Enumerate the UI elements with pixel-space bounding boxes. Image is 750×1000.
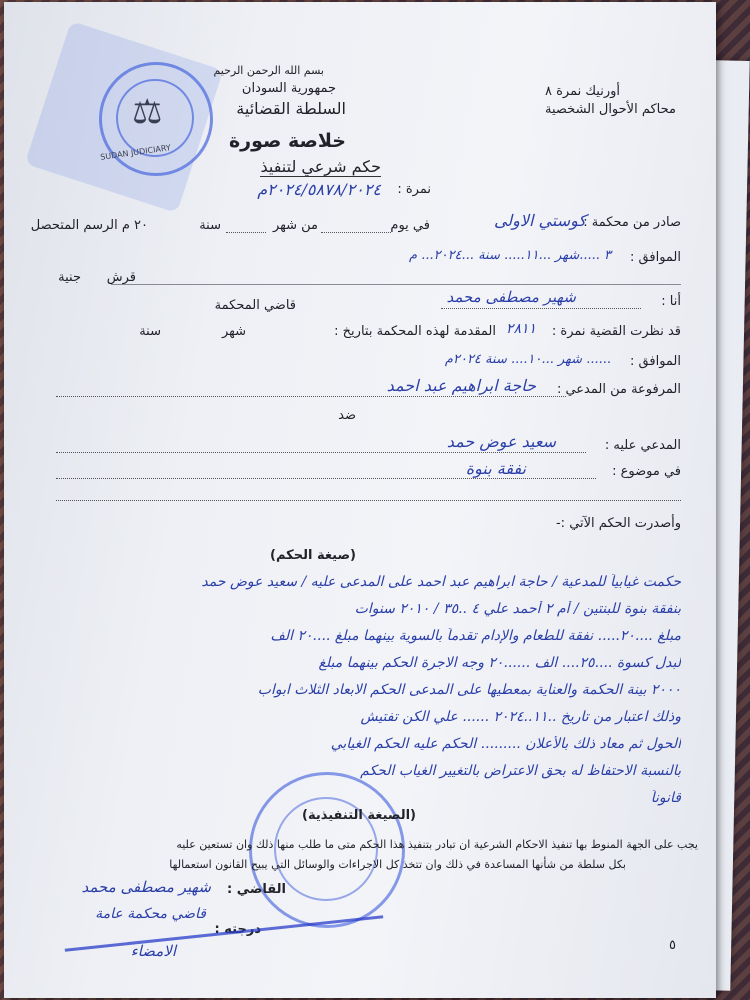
rank-value: قاضي محكمة عامة (95, 906, 206, 922)
document-subtitle: حكم شرعي لتنفيذ (260, 157, 381, 176)
ruling-line: بنفقة بنوة للبنتين / أم ٢ أحمد علي ٤ ..٣٥ / ٢٠١٠ سنوات (354, 601, 681, 617)
ruling-line: وذلك اعتبار من تاريخ ..١١..٢٠٢٤ ...... علي الكن تفتيش (360, 709, 681, 725)
corner-mark: ٥ (669, 938, 676, 953)
stamp-text: SUDAN JUDICIARY (99, 143, 172, 162)
pound-label: جنية (58, 270, 81, 285)
document-title: خلاصة صورة (228, 130, 346, 152)
month-label: من شهر (272, 218, 318, 233)
form-number: أورنيك نمرة ٨ (544, 84, 620, 99)
subject-label: في موضوع : (612, 464, 681, 479)
ruling-line: مبلغ ....٢٠..... نفقة للطعام والإدام تقدماً بالسوية بينهما مبلغ ....٢٠ الف (270, 628, 681, 644)
ruling-line: الحول ثم معاد ذلك بالأعلان ......... الحكم عليه الحكم الغيابي (330, 736, 681, 752)
case-year-label: سنة (139, 324, 161, 339)
plaintiff-value: حاجة ابراهيم عبد احمد (386, 376, 536, 395)
case-corresponding-value: ...... شهر ...١٠.... سنة ٢٠٢٤م (444, 352, 611, 367)
plaintiff-label: المرفوعة من المدعي : (556, 382, 681, 397)
basmala: بسم الله الرحمن الرحيم (213, 64, 324, 77)
judge-signature-label: القاضي : (226, 882, 286, 897)
court-type: محاكم الأحوال الشخصية (545, 102, 676, 117)
signature-value: الامضاء (130, 942, 176, 960)
judge-name: شهير مصطفى محمد (446, 288, 576, 306)
number-value: ٢٠٢٤/٥٨٧٨/٢٠٢٤م (257, 180, 381, 199)
stamp-ink-smear (25, 21, 224, 213)
case-number-value: ٢٨١١ (505, 321, 536, 337)
execution-text-1: يجب على الجهة المنوط بها تنفيذ الاحكام الشرعية ان تبادر بتنفيذ هذا الحكم متى ما طلب منها ذلك وان تستعين عليه (176, 838, 698, 851)
number-label: نمرة : (397, 182, 431, 197)
case-submitted-text: المقدمة لهذه المحكمة بتاريخ : (334, 324, 496, 339)
execution-heading: (الصيغة التنفيذية) (302, 808, 416, 823)
from-court-label: صادر من محكمة : (583, 215, 681, 230)
i-label: أنا : (661, 294, 681, 309)
court-document (4, 2, 716, 998)
year-suffix: ٢٠ م الرسم المتحصل (30, 218, 148, 233)
ruling-heading: (صيغة الحكم) (270, 548, 356, 563)
ruling-line: حكمت غيابياً للمدعية / حاجة ابراهيم عبد احمد على المدعى عليه / سعيد عوض حمد (201, 574, 681, 590)
case-month-label: شهر (221, 324, 246, 339)
case-corresponding-label: الموافق : (630, 354, 681, 369)
country-name: جمهورية السودان (241, 81, 336, 96)
ruling-line: بالنسبة الاحتفاظ له بحق الاعتراض بالتغيير الغياب الحكم (360, 763, 681, 779)
issued-ruling-text: وأصدرت الحكم الآتي :- (555, 516, 681, 531)
defendant-label: المدعي عليه : (604, 438, 681, 453)
judge-signature-value: شهير مصطفى محمد (81, 878, 211, 896)
authority-name: السلطة القضائية (236, 99, 346, 118)
defendant-value: سعيد عوض حمد (446, 432, 556, 451)
corresponding-label: الموافق : (630, 250, 681, 265)
corresponding-value: ٣ .....شهر ...١١..... سنة ...٢٠٢٤... م (409, 248, 611, 263)
rank-label: درجته : (214, 922, 261, 937)
ruling-line: لبدل كسوة ....٢٥.... الف ......٢٠ وجه الاجرة الحكم بينهما مبلغ (318, 655, 681, 671)
year-label: سنة (199, 218, 221, 233)
case-examined-label: قد نظرت القضية نمرة : (551, 324, 681, 339)
execution-text-2: بكل سلطة من شأنها المساعدة في ذلك وان تتخذ كل الاجراءات والوسائل التي يبيح القانون استعمالها (169, 858, 626, 871)
judge-role: قاضي المحكمة (214, 298, 296, 313)
day-label: في يوم (390, 218, 430, 233)
scales-of-justice-icon: ⚖ (132, 92, 163, 132)
subject-value: نفقة بنوة (465, 459, 526, 478)
ruling-line: قانوناً (650, 790, 681, 806)
qirsh-label: قرش (106, 270, 136, 285)
ruling-line: ٢٠٠٠ بينة الحكمة والعناية بمعطيها على المدعى الحكم الابعاد الثلاث ابواب (257, 682, 681, 698)
versus-label: ضد (338, 408, 356, 423)
from-court-value: كوستي الاولى (493, 211, 586, 230)
